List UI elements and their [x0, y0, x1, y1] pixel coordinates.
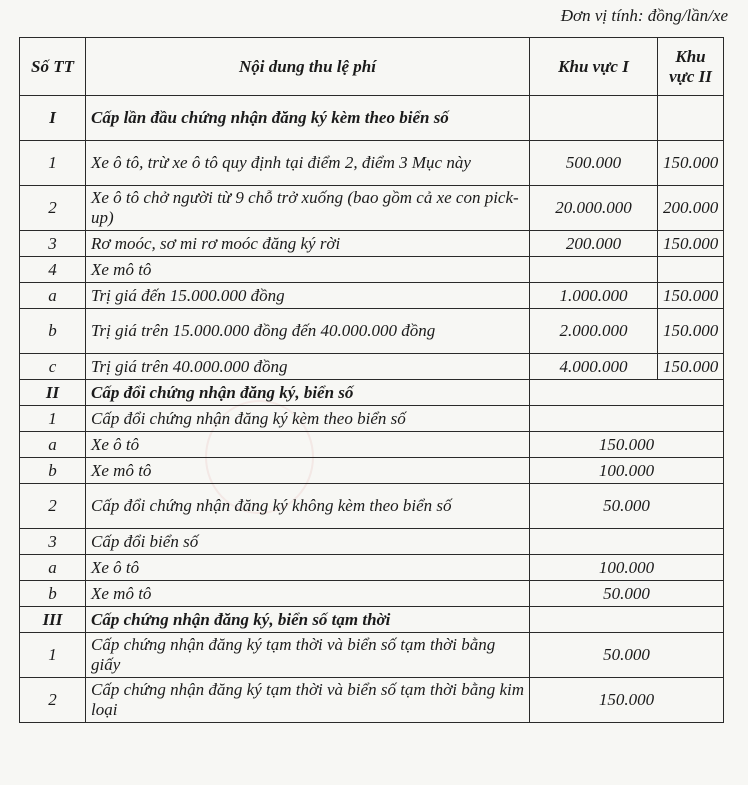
row-no: II: [20, 380, 86, 406]
row-content: Cấp chứng nhận đăng ký tạm thời và biển số tạm thời bằng giấy: [86, 633, 530, 678]
row-area2: 150.000: [658, 354, 724, 380]
row-value: 150.000: [530, 678, 724, 723]
row-no: a: [20, 432, 86, 458]
row-area1: [530, 96, 658, 141]
table-row: [20, 257, 724, 283]
row-content: Cấp đổi chứng nhận đăng ký, biển số: [86, 380, 530, 406]
row-content: Cấp đổi biển số: [86, 529, 530, 555]
row-content: Trị giá trên 15.000.000 đồng đến 40.000.000 đồng: [86, 309, 530, 354]
header-area-2: Khu vực II: [658, 38, 724, 96]
row-no: c: [20, 354, 86, 380]
row-area2: [658, 96, 724, 141]
row-value: [530, 406, 724, 432]
table-row: [20, 633, 724, 678]
row-no: III: [20, 607, 86, 633]
row-area1: 500.000: [530, 141, 658, 186]
row-content: Xe ô tô chở người từ 9 chỗ trở xuống (bao gồm cả xe con pick-up): [86, 186, 530, 231]
row-no: 4: [20, 257, 86, 283]
row-area2: 150.000: [658, 141, 724, 186]
row-content: Xe ô tô: [86, 555, 530, 581]
header-area-1: Khu vực I: [530, 38, 658, 96]
table-row: [20, 141, 724, 186]
table-row: [20, 186, 724, 231]
table-row: [20, 607, 724, 633]
row-no: b: [20, 309, 86, 354]
row-area1: 2.000.000: [530, 309, 658, 354]
table-row: [20, 354, 724, 380]
row-area2: 150.000: [658, 309, 724, 354]
row-content: Xe ô tô, trừ xe ô tô quy định tại điểm 2, điểm 3 Mục này: [86, 141, 530, 186]
row-value: 150.000: [530, 432, 724, 458]
table-row: [20, 231, 724, 257]
row-no: 2: [20, 186, 86, 231]
row-area2: [658, 257, 724, 283]
row-content: Trị giá trên 40.000.000 đồng: [86, 354, 530, 380]
row-content: Cấp lần đầu chứng nhận đăng ký kèm theo biển số: [86, 96, 530, 141]
row-no: 2: [20, 484, 86, 529]
table-row: [20, 96, 724, 141]
row-area1: 1.000.000: [530, 283, 658, 309]
table-row: [20, 678, 724, 723]
table-row: [20, 380, 724, 406]
table-header-row: [20, 38, 724, 96]
row-content: Rơ moóc, sơ mi rơ moóc đăng ký rời: [86, 231, 530, 257]
row-no: I: [20, 96, 86, 141]
row-content: Cấp đổi chứng nhận đăng ký không kèm theo biển số: [86, 484, 530, 529]
row-value: 100.000: [530, 458, 724, 484]
unit-note: Đơn vị tính: đồng/lần/xe: [560, 6, 728, 25]
table-row: [20, 458, 724, 484]
table-row: [20, 309, 724, 354]
header-content: Nội dung thu lệ phí: [86, 38, 530, 96]
table-row: [20, 529, 724, 555]
row-area2: 200.000: [658, 186, 724, 231]
row-no: b: [20, 581, 86, 607]
table-row: [20, 484, 724, 529]
row-value: [530, 607, 724, 633]
row-content: Trị giá đến 15.000.000 đồng: [86, 283, 530, 309]
row-value: 50.000: [530, 484, 724, 529]
row-content: Cấp đổi chứng nhận đăng ký kèm theo biển số: [86, 406, 530, 432]
row-area1: 200.000: [530, 231, 658, 257]
row-value: 50.000: [530, 581, 724, 607]
table-row: [20, 555, 724, 581]
fee-table: [19, 37, 724, 723]
header-no: Số TT: [20, 38, 86, 96]
row-area1: 20.000.000: [530, 186, 658, 231]
row-value: [530, 380, 724, 406]
row-no: a: [20, 283, 86, 309]
row-content: Xe mô tô: [86, 458, 530, 484]
row-no: b: [20, 458, 86, 484]
row-no: 3: [20, 529, 86, 555]
row-no: 2: [20, 678, 86, 723]
row-area2: 150.000: [658, 231, 724, 257]
row-area2: 150.000: [658, 283, 724, 309]
row-area1: 4.000.000: [530, 354, 658, 380]
row-no: 1: [20, 406, 86, 432]
row-no: 1: [20, 633, 86, 678]
table-row: [20, 283, 724, 309]
row-value: 50.000: [530, 633, 724, 678]
row-value: 100.000: [530, 555, 724, 581]
row-area1: [530, 257, 658, 283]
table-row: [20, 432, 724, 458]
table-row: [20, 406, 724, 432]
row-value: [530, 529, 724, 555]
row-no: a: [20, 555, 86, 581]
row-content: Cấp chứng nhận đăng ký, biển số tạm thời: [86, 607, 530, 633]
row-content: Xe ô tô: [86, 432, 530, 458]
row-no: 3: [20, 231, 86, 257]
row-content: Xe mô tô: [86, 581, 530, 607]
table-row: [20, 581, 724, 607]
row-content: Cấp chứng nhận đăng ký tạm thời và biển số tạm thời bằng kim loại: [86, 678, 530, 723]
row-no: 1: [20, 141, 86, 186]
row-content: Xe mô tô: [86, 257, 530, 283]
